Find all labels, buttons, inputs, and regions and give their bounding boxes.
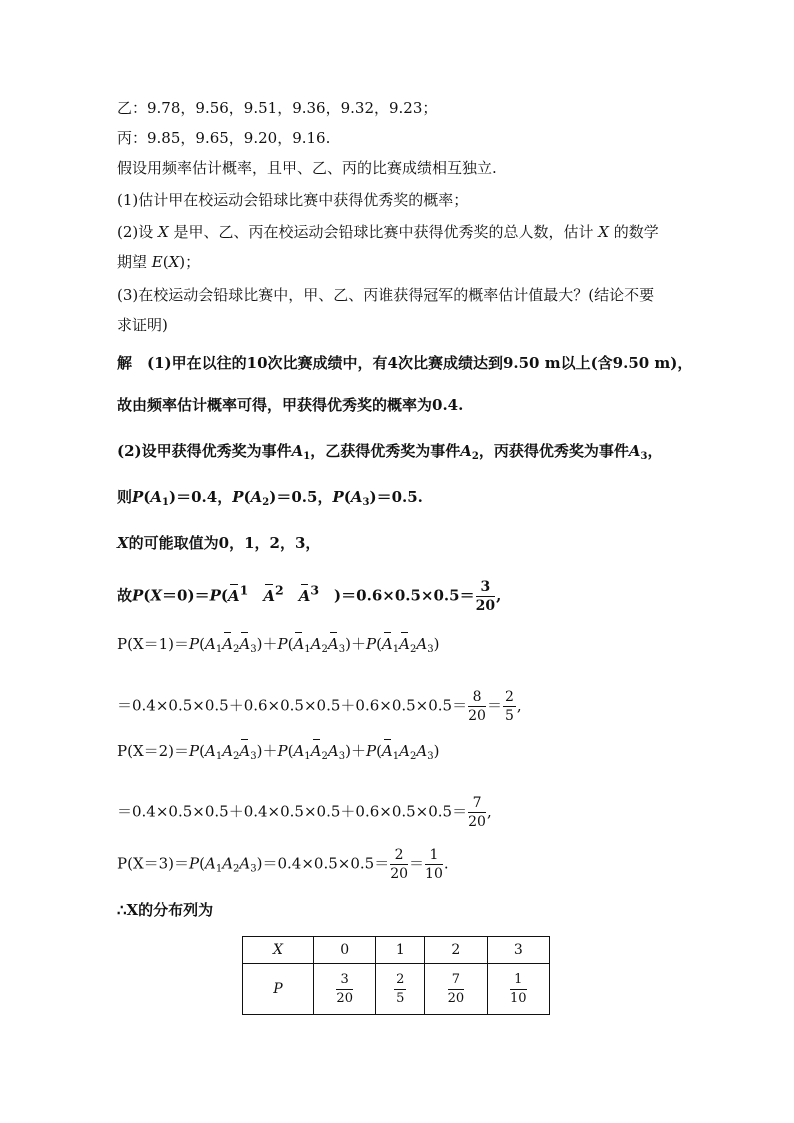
solution-2-events: (2)设甲获得优秀奖为事件$A_1$，乙获得优秀奖为事件$A_2$，丙获得优秀奖为事件$A_3$，: [117, 442, 663, 462]
intro-yi: 乙：9.78，9.56，9.51，9.36，9.32，9.23；: [117, 99, 438, 117]
solution-1-line2: 故由频率估计概率可得，甲获得优秀奖的概率为0.4.: [117, 396, 464, 414]
table-cell: $\frac{2}{5}$: [376, 964, 425, 1015]
table-cell: 1: [376, 937, 425, 964]
p-x-1-line: $P(X=1)=P(A_1A_2A_3)+P(A_1A_2A_3)+P(A_1A_2A_3)$: [117, 635, 440, 655]
intro-assumption: 假设用频率估计概率，且甲、乙、丙的比赛成绩相互独立.: [117, 159, 497, 177]
table-row-p: [243, 964, 550, 1015]
solution-values: X的可能取值为0，1，2，3，: [117, 534, 321, 552]
fraction-p0: $\frac{3}{20}$: [475, 579, 496, 614]
fraction-p1b: $\frac{2}{5}$: [504, 689, 514, 724]
question-3-line1: (3)在校运动会铅球比赛中，甲、乙、丙谁获得冠军的概率估计值最大？(结论不要: [117, 286, 655, 304]
solution-2-probabilities: 则$P(A_1)=0.4$，$P(A_2)=0.5$，$P(A_3)=0.5$.: [117, 488, 423, 508]
table-cell: 0: [314, 937, 376, 964]
question-2-line2: 期望 E(X)；: [117, 253, 201, 271]
p-x-0-line: 故$P(X=0)=P(A^1$ $A^2$ $A^3$ )＝0.6×0.5×0.5＝ $\frac{3}{20}$ ,: [117, 579, 502, 614]
table-header-x: X: [243, 937, 314, 964]
question-1: (1)估计甲在校运动会铅球比赛中获得优秀奖的概率；: [117, 191, 469, 209]
table-cell: 2: [425, 937, 487, 964]
distribution-intro: ∴X的分布列为: [117, 901, 214, 919]
fraction-p3a: $\frac{2}{20}$: [390, 847, 409, 882]
table-cell: $\frac{3}{20}$: [314, 964, 376, 1015]
p-x-2-calc: ＝0.4×0.5×0.5＋0.4×0.5×0.5＋0.6×0.5×0.5＝ $\frac{7}{20}$ ,: [117, 795, 492, 830]
p-x-2-line: $P(X=2)=P(A_1A_2A_3)+P(A_1A_2A_3)+P(A_1A_2A_3)$: [117, 742, 440, 762]
table-cell: $\frac{7}{20}$: [425, 964, 487, 1015]
table-header-p: P: [243, 964, 314, 1015]
fraction-p1a: $\frac{8}{20}$: [468, 689, 486, 724]
question-2-line1: (2)设 X 是甲、乙、丙在校运动会铅球比赛中获得优秀奖的总人数，估计 X 的数学: [117, 223, 659, 241]
intro-bing: 丙：9.85，9.65，9.20，9.16.: [117, 129, 331, 147]
p-x-1-calc: ＝0.4×0.5×0.5＋0.6×0.5×0.5＋0.6×0.5×0.5＝ $\frac{8}{20}$ ＝ $\frac{2}{5}$ ,: [117, 689, 522, 724]
distribution-table: [242, 936, 550, 1015]
fraction-p3b: $\frac{1}{10}$: [425, 847, 443, 882]
fraction-p2: $\frac{7}{20}$: [468, 795, 486, 830]
table-row-x: [243, 937, 550, 964]
solution-1-line1: 解 (1)甲在以往的10次比赛成绩中，有4次比赛成绩达到9.50 m以上(含9.50 m)，: [117, 354, 693, 372]
table-cell: $\frac{1}{10}$: [487, 964, 549, 1015]
table-cell: 3: [487, 937, 549, 964]
p-x-3-line: $P(X=3)=P(A_1A_2A_3)=0.4\times 0.5\times 0.5=$ $\frac{2}{20}$ ＝ $\frac{1}{10}$ .: [117, 847, 449, 882]
question-3-line2: 求证明): [117, 316, 168, 334]
